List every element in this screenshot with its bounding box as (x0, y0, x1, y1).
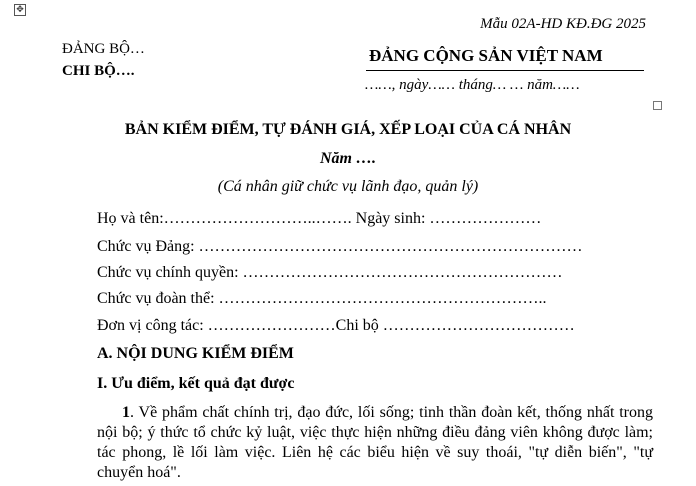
field-name-birthdate: Họ và tên:………………………..……. Ngày sinh: ………………… (97, 210, 542, 227)
paragraph-1 (97, 403, 653, 483)
document-year: Năm …. (320, 150, 376, 167)
field-party-position: Chức vụ Đảng: ……………………………………………………………… (97, 238, 583, 255)
party-name-heading: ĐẢNG CỘNG SẢN VIỆT NAM (369, 46, 603, 65)
document-subtitle: (Cá nhân giữ chức vụ lãnh đạo, quản lý) (217, 178, 479, 195)
field-work-unit: Đơn vị công tác: ……………………Chi bộ ……………………………… (97, 317, 575, 334)
table-resize-handle-icon[interactable] (653, 101, 662, 110)
field-union-position: Chức vụ đoàn thể: …………………………………………………….. (97, 290, 547, 307)
party-committee-label: ĐẢNG BỘ… (62, 41, 145, 57)
document-title: BẢN KIỂM ĐIỂM, TỰ ĐÁNH GIÁ, XẾP LOẠI CỦA CÁ NHÂN (124, 121, 572, 138)
party-cell-label: CHI BỘ…. (62, 63, 135, 79)
section-a-heading: A. NỘI DUNG KIỂM ĐIỂM (97, 345, 294, 362)
form-code: Mẫu 02A-HD KĐ.ĐG 2025 (480, 16, 646, 32)
field-government-position: Chức vụ chính quyền: …………………………………………………… (97, 264, 563, 281)
date-line: ……, ngày…… tháng… … năm…… (365, 77, 580, 93)
paragraph-1-text: . Về phẩm chất chính trị, đạo đức, lối sống; tinh thần đoàn kết, thống nhất trong nội bộ; ý thức tổ chức kỷ luật, việc thực hiện những điều đảng viên không được làm; tác phong, lề lối làm việc. Liên hệ các biểu hiện về suy thoái, "tự diễn biến", "tự chuyển hoá". (97, 404, 653, 481)
party-name-underline (366, 70, 644, 71)
section-i-heading: I. Ưu điểm, kết quả đạt được (97, 375, 295, 392)
table-move-handle-icon[interactable]: ✥ (14, 4, 26, 16)
paragraph-1-number: 1 (122, 404, 130, 421)
